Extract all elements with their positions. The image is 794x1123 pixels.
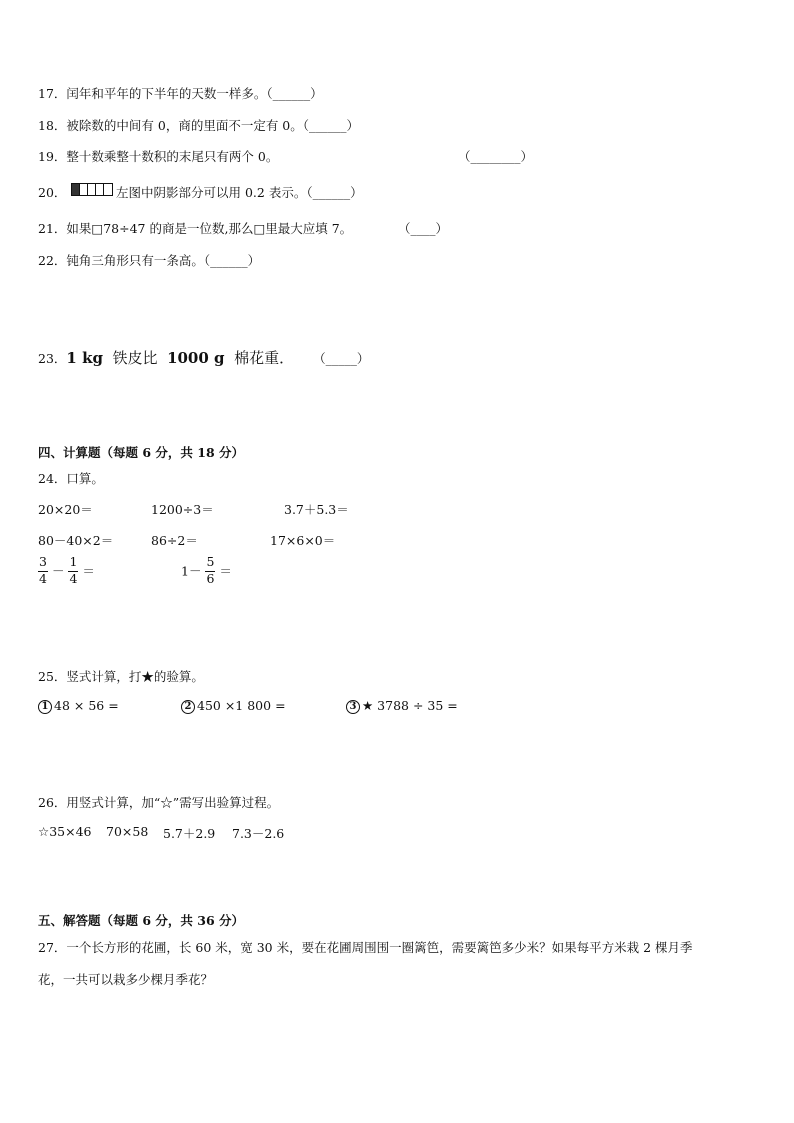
q25-item-2: [181, 698, 286, 714]
circled-number-1: 1: [38, 700, 52, 714]
q25-expr-2: 450 ×1 800 =: [197, 698, 286, 713]
question-23-weight-a: 1 kg: [66, 349, 103, 367]
calc-r1-c2: 1200÷3＝: [151, 502, 214, 517]
question-25: 25．竖式计算，打★的验算。: [38, 669, 204, 684]
equals-sign: ＝: [82, 563, 95, 579]
question-20-text: 左图中阴影部分可以用 0.2 表示。（______）: [116, 185, 363, 200]
q26-item-1: ☆35×46: [38, 824, 92, 839]
q26-item-4: 7.3－2.6: [232, 826, 285, 841]
q25-expr-1: 48 × 56 =: [54, 698, 119, 713]
question-23-number: 23．: [38, 351, 67, 366]
fraction-c-denominator: 6: [206, 570, 215, 586]
question-19-blank: （________）: [458, 149, 534, 164]
calc-r2-c2: 86÷2＝: [151, 533, 198, 548]
q26-item-2: 70×58: [106, 824, 149, 839]
grid-cell: [104, 184, 112, 195]
q26-item-3: 5.7＋2.9: [163, 826, 216, 841]
calc-r2-c1: 80－40×2＝: [38, 533, 114, 548]
fraction-a-numerator: 3: [39, 554, 47, 569]
q25-expr-3: ★ 3788 ÷ 35 =: [362, 698, 458, 713]
grid-cell: [80, 184, 88, 195]
question-24: 24．口算。: [38, 471, 104, 486]
q25-item-1: [38, 698, 119, 714]
calc-r1-c1: 20×20＝: [38, 502, 93, 517]
grid-figure: [71, 183, 113, 196]
calc-r2-c3: 17×6×0＝: [270, 533, 336, 548]
question-27-line-1: 27．一个长方形的花圃，长 60 米，宽 30 米，要在花圃周围围一圈篱笆，需要篱笆多少米？如果每平方米栽 2 棵月季: [38, 940, 693, 955]
question-20-number: 20．: [38, 185, 67, 200]
fraction-expression-2: [181, 556, 232, 585]
question-23-blank: （_____）: [313, 351, 370, 366]
question-23-weight-c: 1000 g: [167, 349, 225, 367]
section-4-heading: 四、计算题（每题 6 分，共 18 分）: [38, 445, 245, 460]
fraction-a-denominator: 4: [39, 570, 47, 586]
fraction-b-numerator: 1: [69, 554, 78, 569]
circled-number-3: 3: [346, 700, 360, 714]
fraction-b: [68, 556, 78, 585]
calc-r1-c3: 3.7＋5.3＝: [284, 502, 349, 517]
equals-sign: ＝: [219, 563, 232, 579]
one-minus: 1－: [181, 563, 202, 579]
question-19: 19．整十数乘整十数积的末尾只有两个 0。: [38, 149, 279, 164]
grid-cell-shaded: [72, 184, 80, 195]
minus-sign: －: [51, 563, 65, 579]
circled-number-2: 2: [181, 700, 195, 714]
question-26: 26．用竖式计算，加“☆”需写出验算过程。: [38, 795, 280, 810]
fraction-expression-1: [38, 556, 95, 585]
section-5-heading: 五、解答题（每题 6 分，共 36 分）: [38, 913, 245, 928]
question-21: 21．如果□78÷47 的商是一位数,那么□里最大应填 7。: [38, 221, 353, 236]
fraction-a: [38, 556, 48, 585]
question-27-line-2: 花，一共可以栽多少棵月季花？: [38, 972, 214, 987]
fraction-c-numerator: 5: [206, 554, 215, 569]
question-17: 17．闰年和平年的下半年的天数一样多。（______）: [38, 86, 323, 101]
q25-item-3: [346, 698, 458, 714]
fraction-c: [205, 556, 215, 585]
grid-cell: [88, 184, 96, 195]
fraction-b-denominator: 4: [69, 570, 78, 586]
grid-cell: [96, 184, 104, 195]
question-23-text-d: 棉花重．: [234, 349, 295, 367]
question-18: 18．被除数的中间有 0，商的里面不一定有 0。（______）: [38, 118, 360, 133]
question-23: [38, 347, 369, 368]
question-22: 22．钝角三角形只有一条高。（______）: [38, 253, 261, 268]
question-21-blank: （____）: [398, 221, 449, 236]
question-23-text-b: 铁皮比: [112, 349, 158, 367]
